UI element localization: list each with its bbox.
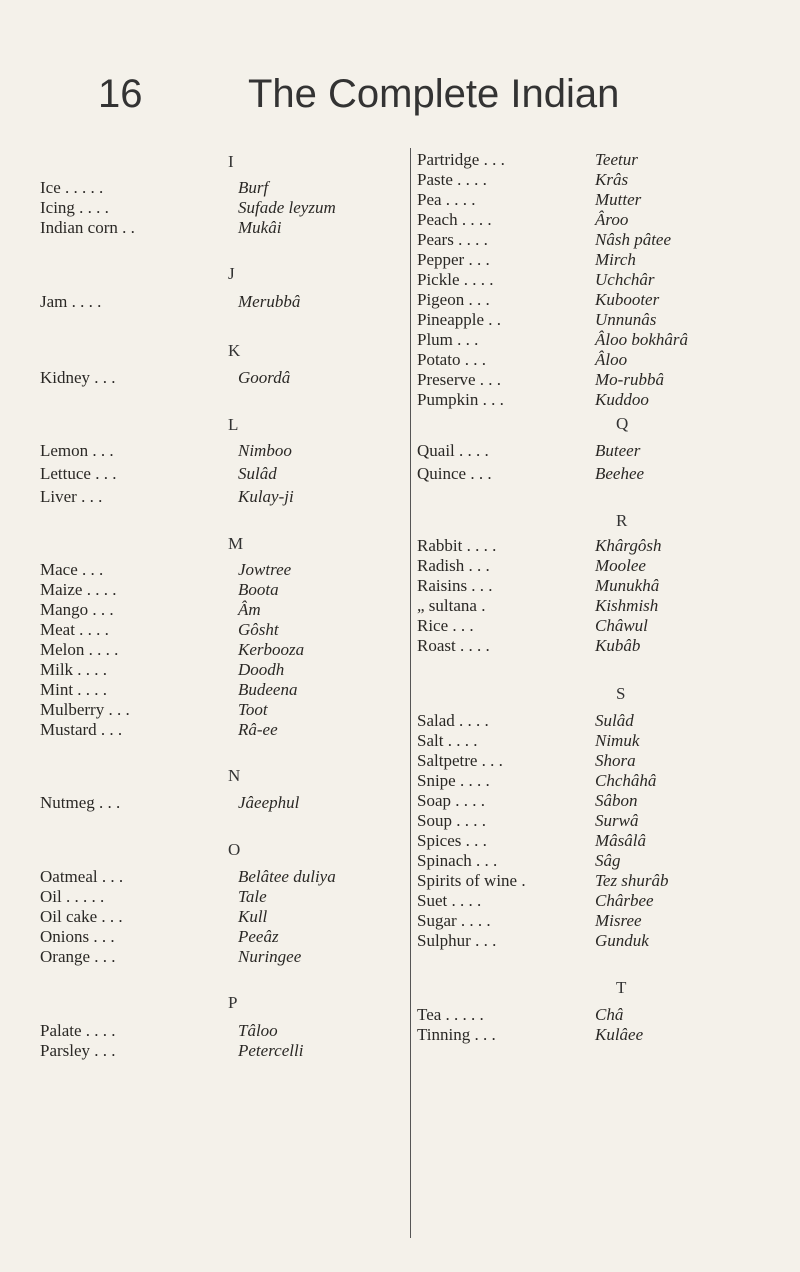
- hindustani-term: Sufade leyzum: [238, 198, 336, 217]
- hindustani-term: Mo-rubbâ: [595, 370, 664, 389]
- hindustani-term: Budeena: [238, 680, 298, 699]
- hindustani-term: Shora: [595, 751, 636, 770]
- english-term: Oil . . . . .: [40, 887, 105, 906]
- section-letter: R: [616, 511, 628, 530]
- english-term: Quince . . .: [417, 464, 492, 483]
- hindustani-term: Sâbon: [595, 791, 638, 810]
- english-term: Tinning . . .: [417, 1025, 496, 1044]
- hindustani-term: Nâsh pâtee: [595, 230, 672, 249]
- english-term: Snipe . . . .: [417, 771, 490, 790]
- hindustani-term: Burf: [238, 178, 269, 197]
- english-term: Mulberry . . .: [40, 700, 130, 719]
- hindustani-term: Surwâ: [595, 811, 639, 830]
- section-letter: S: [616, 684, 626, 703]
- hindustani-term: Gunduk: [595, 931, 649, 950]
- section-letter: N: [228, 766, 241, 785]
- english-term: Pickle . . . .: [417, 270, 494, 289]
- hindustani-term: Kerbooza: [238, 640, 305, 659]
- hindustani-term: Kulâee: [595, 1025, 644, 1044]
- hindustani-term: Uchchâr: [595, 270, 655, 289]
- hindustani-term: Goordâ: [238, 368, 291, 387]
- english-term: Maize . . . .: [40, 580, 117, 599]
- english-term: Roast . . . .: [417, 636, 490, 655]
- hindustani-term: Âroo: [595, 210, 629, 229]
- hindustani-term: Tâloo: [238, 1021, 278, 1040]
- section-letter: P: [228, 993, 238, 1012]
- english-term: Spirits of wine .: [417, 871, 526, 890]
- hindustani-term: Doodh: [238, 660, 285, 679]
- section-letter: L: [228, 415, 239, 434]
- english-term: Icing . . . .: [40, 198, 109, 217]
- english-term: Mango . . .: [40, 600, 114, 619]
- english-term: Pineapple . .: [417, 310, 502, 329]
- english-term: Salad . . . .: [417, 711, 489, 730]
- english-term: Kidney . . .: [40, 368, 116, 387]
- hindustani-term: Misree: [595, 911, 642, 930]
- hindustani-term: Buteer: [595, 441, 641, 460]
- hindustani-term: Châwul: [595, 616, 648, 635]
- hindustani-term: Moolee: [595, 556, 646, 575]
- hindustani-term: Mukâi: [238, 218, 282, 237]
- english-term: Plum . . .: [417, 330, 479, 349]
- english-term: Lemon . . .: [40, 441, 114, 460]
- english-term: Mustard . . .: [40, 720, 123, 739]
- english-term: Mace . . .: [40, 560, 104, 579]
- english-term: Meat . . . .: [40, 620, 109, 639]
- english-term: Pepper . . .: [417, 250, 490, 269]
- hindustani-term: Châ: [595, 1005, 624, 1024]
- hindustani-term: Kubâb: [595, 636, 641, 655]
- english-term: Orange . . .: [40, 947, 116, 966]
- hindustani-term: Munukhâ: [595, 576, 660, 595]
- hindustani-term: Nimuk: [595, 731, 640, 750]
- english-term: Parsley . . .: [40, 1041, 116, 1060]
- english-term: Spices . . .: [417, 831, 487, 850]
- english-term: Preserve . . .: [417, 370, 502, 389]
- hindustani-term: Râ-ee: [238, 720, 278, 739]
- english-term: Mint . . . .: [40, 680, 108, 699]
- english-term: Potato . . .: [417, 350, 486, 369]
- hindustani-term: Petercelli: [238, 1041, 304, 1060]
- english-term: Ice . . . . .: [40, 178, 104, 197]
- english-term: Sugar . . . .: [417, 911, 491, 930]
- column-divider: [410, 148, 411, 1238]
- hindustani-term: Chchâhâ: [595, 771, 657, 790]
- hindustani-term: Jowtree: [238, 560, 292, 579]
- hindustani-term: Mutter: [595, 190, 642, 209]
- hindustani-term: Merubbâ: [238, 292, 301, 311]
- hindustani-term: Sâg: [595, 851, 621, 870]
- english-term: Pigeon . . .: [417, 290, 490, 309]
- hindustani-term: Beehee: [595, 464, 645, 483]
- hindustani-term: Kubooter: [595, 290, 660, 309]
- hindustani-term: Kulay-ji: [238, 487, 294, 506]
- english-term: Melon . . . .: [40, 640, 119, 659]
- hindustani-term: Unnunâs: [595, 310, 657, 329]
- english-term: Tea . . . . .: [417, 1005, 484, 1024]
- hindustani-term: Peeâz: [238, 927, 279, 946]
- hindustani-term: Tale: [238, 887, 267, 906]
- hindustani-term: Gôsht: [238, 620, 279, 639]
- page-number: 16: [98, 72, 143, 116]
- section-letter: M: [228, 534, 244, 553]
- section-letter: I: [228, 152, 234, 171]
- english-term: Peach . . . .: [417, 210, 492, 229]
- hindustani-term: Kishmish: [595, 596, 659, 615]
- english-term: Suet . . . .: [417, 891, 482, 910]
- english-term: Palate . . . .: [40, 1021, 116, 1040]
- hindustani-term: Kull: [238, 907, 268, 926]
- hindustani-term: Âloo: [595, 350, 628, 369]
- english-term: Oil cake . . .: [40, 907, 123, 926]
- english-term: Oatmeal . . .: [40, 867, 124, 886]
- english-term: Pea . . . .: [417, 190, 476, 209]
- english-term: Nutmeg . . .: [40, 793, 121, 812]
- english-term: Indian corn . .: [40, 218, 135, 237]
- section-letter: O: [228, 840, 241, 859]
- english-term: „ sultana .: [417, 596, 486, 615]
- english-term: Partridge . . .: [417, 150, 505, 169]
- hindustani-term: Jâeephul: [238, 793, 300, 812]
- hindustani-term: Kuddoo: [595, 390, 649, 409]
- hindustani-term: Tez shurâb: [595, 871, 669, 890]
- page-header: [0, 72, 800, 132]
- hindustani-term: Boota: [238, 580, 279, 599]
- hindustani-term: Sulâd: [238, 464, 277, 483]
- english-term: Pumpkin . . .: [417, 390, 504, 409]
- hindustani-term: Belâtee duliya: [238, 867, 336, 886]
- english-term: Soup . . . .: [417, 811, 486, 830]
- english-term: Pears . . . .: [417, 230, 488, 249]
- english-term: Milk . . . .: [40, 660, 108, 679]
- hindustani-term: Âloo bokhârâ: [595, 330, 689, 349]
- hindustani-term: Khârgôsh: [595, 536, 662, 555]
- hindustani-term: Mâsâlâ: [595, 831, 646, 850]
- hindustani-term: Âm: [238, 600, 261, 619]
- hindustani-term: Chârbee: [595, 891, 654, 910]
- hindustani-term: Nimboo: [238, 441, 292, 460]
- section-letter: K: [228, 341, 241, 360]
- english-term: Onions . . .: [40, 927, 115, 946]
- english-term: Jam . . . .: [40, 292, 102, 311]
- english-term: Raisins . . .: [417, 576, 493, 595]
- english-term: Salt . . . .: [417, 731, 478, 750]
- english-term: Sulphur . . .: [417, 931, 497, 950]
- english-term: Saltpetre . . .: [417, 751, 503, 770]
- section-letter: T: [616, 978, 627, 997]
- hindustani-term: Sulâd: [595, 711, 634, 730]
- english-term: Rice . . .: [417, 616, 474, 635]
- hindustani-term: Krâs: [595, 170, 629, 189]
- hindustani-term: Toot: [238, 700, 268, 719]
- english-term: Quail . . . .: [417, 441, 489, 460]
- hindustani-term: Nuringee: [238, 947, 302, 966]
- page-title: The Complete Indian: [248, 72, 620, 116]
- section-letter: Q: [616, 414, 629, 433]
- hindustani-term: Teetur: [595, 150, 638, 169]
- english-term: Radish . . .: [417, 556, 490, 575]
- english-term: Liver . . .: [40, 487, 103, 506]
- english-term: Rabbit . . . .: [417, 536, 497, 555]
- english-term: Lettuce . . .: [40, 464, 117, 483]
- hindustani-term: Mirch: [595, 250, 636, 269]
- section-letter: J: [228, 264, 235, 283]
- english-term: Spinach . . .: [417, 851, 498, 870]
- english-term: Paste . . . .: [417, 170, 487, 189]
- english-term: Soap . . . .: [417, 791, 485, 810]
